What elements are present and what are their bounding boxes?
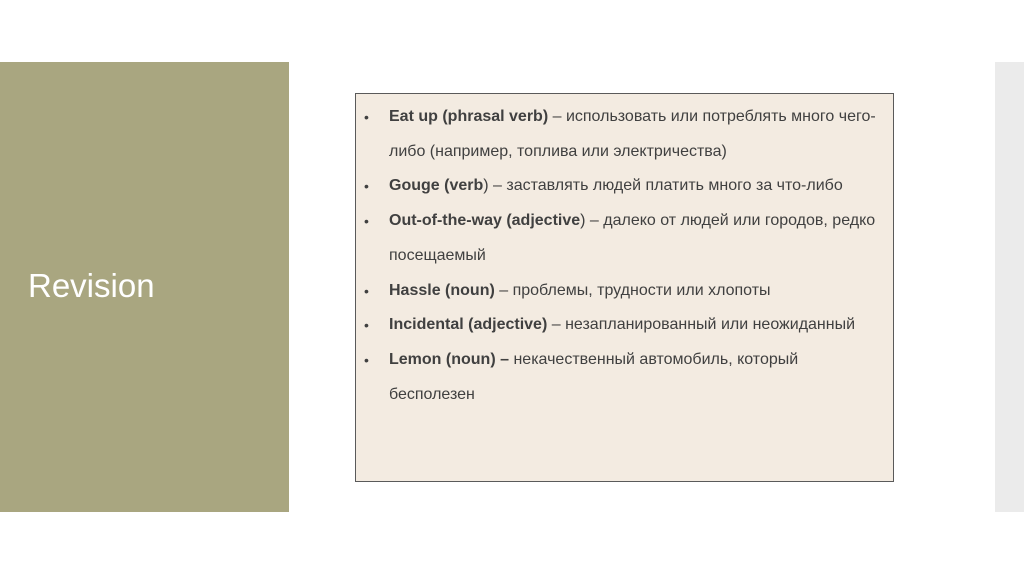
term-word: Eat up xyxy=(389,108,438,125)
term-dash: – xyxy=(547,316,566,334)
term-dash: ) – xyxy=(580,212,604,230)
term-word: Gouge xyxy=(389,177,440,195)
vocabulary-item xyxy=(364,169,884,204)
term-part-of-speech: (noun) – xyxy=(441,350,509,368)
vocabulary-item xyxy=(364,274,884,309)
term-dash: – xyxy=(548,108,566,125)
term-dash: – xyxy=(494,281,513,299)
vocabulary-item xyxy=(364,204,884,273)
term-definition: заставлять людей платить много за что-либо xyxy=(506,177,843,195)
right-edge-strip xyxy=(995,62,1024,512)
term-dash: ) – xyxy=(483,177,507,195)
term-definition: далеко от людей или городов, редко посещаемый xyxy=(389,212,876,264)
vocabulary-item xyxy=(364,308,884,343)
term-definition: некачественный автомобиль, который бесполезен xyxy=(389,350,799,403)
term-definition: использовать или потреблять много чего-либо (например, топлива или электричества) xyxy=(389,108,876,160)
slide-title: Revision xyxy=(28,267,155,304)
bullet-icon: • xyxy=(364,351,369,368)
bullet-icon: • xyxy=(364,282,369,299)
bullet-icon: • xyxy=(364,109,369,125)
vocabulary-item xyxy=(364,100,884,169)
title-panel xyxy=(0,62,289,512)
bullet-icon: • xyxy=(364,317,369,334)
vocabulary-box xyxy=(355,93,894,482)
term-part-of-speech: (phrasal verb) xyxy=(437,108,549,125)
bullet-icon: • xyxy=(364,213,369,230)
term-word: Incidental xyxy=(389,316,464,334)
term-part-of-speech: (adjective xyxy=(501,212,581,230)
term-definition: проблемы, трудности или хлопоты xyxy=(512,281,771,299)
bullet-icon: • xyxy=(364,178,369,195)
term-definition: незапланированный или неожиданный xyxy=(565,316,856,334)
term-part-of-speech: (adjective) xyxy=(463,316,548,334)
term-part-of-speech: (noun) xyxy=(440,281,495,299)
term-word: Out-of-the-way xyxy=(389,212,502,230)
term-word: Lemon xyxy=(389,350,442,368)
vocabulary-list xyxy=(364,100,884,412)
term-part-of-speech: (verb xyxy=(439,177,484,195)
vocabulary-item xyxy=(364,343,884,412)
term-word: Hassle xyxy=(389,281,441,299)
